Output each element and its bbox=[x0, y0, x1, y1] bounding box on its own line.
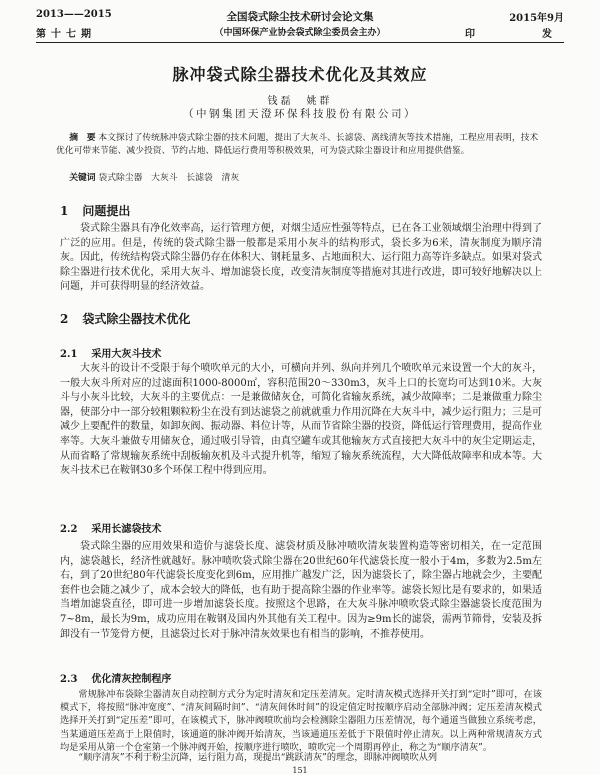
article-authors: 钱磊 姚群 bbox=[267, 96, 333, 107]
paragraph-2-2: 袋式除尘器的应用效果和造价与滤袋长度、滤袋材质及脉冲喷吹清灰装置构造等密切相关，在一定范围内，滤袋越长，经济性就越好。脉冲喷吹袋式除尘器在20世纪60年代滤袋长度一般小于4m，多数为2.5m左右，到了20世纪80年代滤袋长度变化到6m，应用推广越发广泛，因为滤袋长了，除尘器占地就会少，主要配套件也会随之减少了，成本会较大的降低，也有助于提高除尘器的作业率等。滤袋长短比是有要求的，如果适当增加滤袋直径，即可进一步增加滤袋长度。按照这个思路，在大灰斗脉冲喷吹袋式除尘器滤袋长度范围为7~8m，最长为9m，成功应用在鞍钢及国内外其他有关工程中。因为≥9m长的滤袋，需两节筛骨，安装及拆卸没有一节笼骨方便，且滤袋过长对于脉冲清灰效果也有相当的影响，不推荐使用。 bbox=[60, 541, 542, 640]
header-years: 2013——2015 bbox=[36, 9, 112, 20]
abstract bbox=[56, 132, 546, 158]
header-print-b: 发 bbox=[542, 29, 552, 40]
subsection-heading-2-1 bbox=[60, 345, 161, 360]
header-date: 2015年9月 bbox=[509, 13, 564, 24]
paragraph-2-1: 大灰斗的设计不受限于每个喷吹单元的大小，可横向并列、纵向并列几个喷吹单元来设置一个大的灰斗，一般大灰斗所对应的过滤面积1000-8000㎡，容积范围20～330m3，灰斗上口的长宽均可达到10米。大灰斗与小灰斗比较，大灰斗的主要优点：一是兼做储灰仓，可简化省输灰系统，减少故障率；二是兼做重力除尘器，使部分中一部分较粗颗粒粉尘在没有到达滤袋之前就就重力作用沉降在大灰斗中，减少运行阻力；三是可减少上要配件的数量，如卸灰阀、振动器、料位计等，从而节省除尘器的投资，降低运行管理费用，提高作业率等。大灰斗兼做专用储灰仓，通过吸引导管，由真空罐车或其他输灰方式直接把大灰斗中的灰尘定期运走，从而省略了常规输灰系统中刮板输灰机及斗式提升机等，缩短了输灰系统流程，大大降低故障率和成本等。大灰斗技术已在鞍钢30多个环保工程中得到应用。 bbox=[60, 363, 542, 477]
header-rule bbox=[36, 42, 564, 43]
subsection-title: 采用大灰斗技术 bbox=[91, 349, 162, 360]
article-title: 脉冲袋式除尘器技术优化及其效应 bbox=[172, 65, 428, 84]
paragraph-2-3: 常规脉冲布袋除尘器清灰自动控制方式分为定时清灰和定压差清灰。定时清灰模式选择开关打到“定时”即可，在该模式下，将按照“脉冲宽度”、“清灰间隔时间”、“清灰间休时间”的设定值定时按顺序启动全部脉冲阀；定压差清灰模式选择开关打到“定压差”即可，在该模式下，脉冲阀喷吹前均会检测除尘器阻力压差情况，每个通道当做独立系统考虑，当某通道压差高于上限值时，该通道的脉冲阀开始清灰，当该通道压差低于下限值时停止清灰。以上两种常规清灰方式均是采用从第一个仓室第一个脉冲阀开始，按顺序进行喷吹，喷吹完一个周期再停止，称之为“顺序清灰”。 bbox=[60, 689, 542, 753]
section-heading-1 bbox=[60, 202, 130, 219]
subsection-number: 2.3 bbox=[60, 674, 78, 685]
subsection-number: 2.1 bbox=[60, 349, 78, 360]
running-header bbox=[0, 0, 600, 46]
subsection-title: 采用长滤袋技术 bbox=[91, 524, 162, 535]
section-title: 袋式除尘器技术优化 bbox=[82, 312, 191, 326]
section-heading-2 bbox=[60, 310, 190, 327]
section-title: 问题提出 bbox=[82, 204, 131, 218]
subsection-heading-2-2 bbox=[60, 520, 161, 535]
subsection-title: 优化清灰控制程序 bbox=[91, 674, 172, 685]
keywords-text: 袋式除尘器 大灰斗 长滤袋 清灰 bbox=[98, 173, 240, 183]
subsection-heading-2-3 bbox=[60, 670, 171, 685]
article-affiliation: （中钢集团天澄环保科技股份有限公司） bbox=[183, 108, 417, 120]
abstract-label: 摘 要 bbox=[69, 133, 96, 143]
abstract-text: 本文探讨了传统脉冲袋式除尘器的技术问题，提出了大灰斗、长滤袋、离线清灰等技术措施，工程应用表明，技术优化可带来节能、减少投资、节约占地、降低运行费用等积极效果，可为袋式除尘器设计和应用提供借鉴。 bbox=[56, 133, 539, 156]
header-print-a: 印 bbox=[465, 29, 475, 40]
header-organizer: （中国环保产业协会袋式除尘委员会主办） bbox=[214, 28, 386, 38]
page-number: 151 bbox=[292, 766, 308, 775]
header-issue: 第十七期 bbox=[36, 29, 96, 40]
paragraph-1: 袋式除尘器具有净化效率高，运行管理方便，对烟尘适应性强等特点，已在各工业领域烟尘治理中得到了广泛的应用。但是，传统的袋式除尘器一般都是采用小灰斗的结构形式，袋长多为6米，清灰制度为顺序清灰。因此，传统结构袋式除尘器仍存在体积大、钢耗量多、占地面积大、运行阻力高等许多缺点。如果对袋式除尘器进行技术优化，采用大灰斗、增加滤袋长度，改变清灰制度等措施对其进行改进，即可较好地解决以上问题，并可获得明显的经济效益。 bbox=[60, 223, 542, 293]
paragraph-2-3-cont: “顺序清灰”不利于粉尘沉降，运行阻力高，现提出“跳跃清灰”的理念，即脉冲阀喷吹从列 bbox=[78, 752, 438, 763]
subsection-number: 2.2 bbox=[60, 524, 78, 535]
section-number: 2 bbox=[60, 312, 69, 326]
keywords-label: 关键词 bbox=[69, 173, 96, 183]
header-journal-title: 全国袋式除尘技术研讨会论文集 bbox=[226, 11, 374, 23]
keywords bbox=[56, 172, 546, 185]
section-number: 1 bbox=[60, 204, 69, 218]
